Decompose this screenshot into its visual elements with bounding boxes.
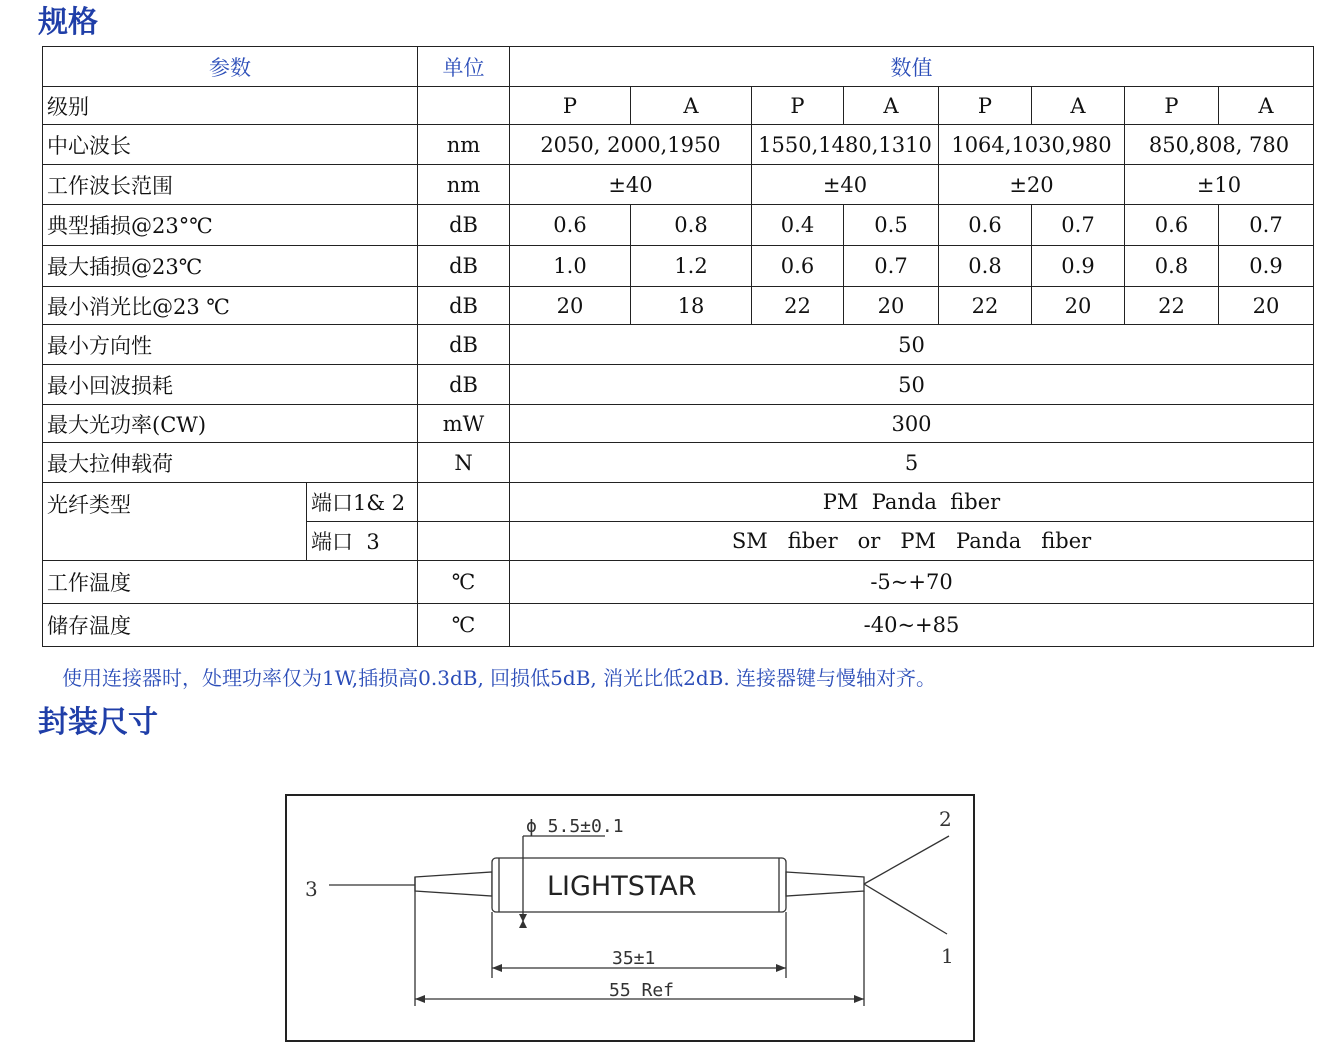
value-cell: -40~+85	[510, 604, 1314, 647]
value-cell: 0.6	[752, 246, 844, 287]
value-cell: 0.8	[631, 205, 752, 246]
value-cell: -5~+70	[510, 561, 1314, 604]
grade-cell: A	[844, 87, 939, 125]
value-cell: 18	[631, 287, 752, 325]
row-label: 最大插损@23℃	[43, 246, 418, 287]
grade-cell: P	[510, 87, 631, 125]
brand-label: LIGHTSTAR	[547, 871, 697, 902]
port2-label: 2	[939, 807, 952, 831]
value-cell: 20	[1219, 287, 1314, 325]
value-cell: 0.6	[1125, 205, 1219, 246]
unit-cell: dB	[418, 325, 510, 365]
unit-cell: mW	[418, 405, 510, 443]
grade-cell: P	[752, 87, 844, 125]
table-row-center-wavelength	[43, 125, 1314, 165]
table-row-min-directivity	[43, 325, 1314, 365]
unit-cell	[418, 483, 510, 522]
total-length-label: 55 Ref	[609, 980, 675, 1001]
port-label: 端口 3	[307, 522, 418, 561]
value-cell: 50	[510, 365, 1314, 405]
body-length-label: 35±1	[612, 948, 656, 969]
row-label: 级别	[43, 87, 418, 125]
grade-cell: A	[631, 87, 752, 125]
unit-cell: ℃	[418, 561, 510, 604]
grade-cell: P	[939, 87, 1032, 125]
value-cell: 1.0	[510, 246, 631, 287]
table-row-max-power	[43, 405, 1314, 443]
spec-section-title: 规格	[38, 5, 98, 40]
value-cell: 22	[752, 287, 844, 325]
header-value: 数值	[510, 47, 1314, 87]
port1-label: 1	[941, 944, 954, 968]
unit-cell: N	[418, 443, 510, 483]
value-cell: 1.2	[631, 246, 752, 287]
unit-cell: nm	[418, 125, 510, 165]
fiber-port1-line	[864, 884, 947, 934]
row-label: 储存温度	[43, 604, 418, 647]
value-cell: 0.8	[1125, 246, 1219, 287]
value-cell: 50	[510, 325, 1314, 365]
value-cell: 0.7	[1219, 205, 1314, 246]
value-cell: 1550,1480,1310	[752, 125, 939, 165]
value-cell: 20	[1032, 287, 1125, 325]
value-cell: PM Panda fiber	[510, 483, 1314, 522]
value-cell: 1064,1030,980	[939, 125, 1125, 165]
unit-cell: dB	[418, 205, 510, 246]
row-label: 中心波长	[43, 125, 418, 165]
unit-cell: dB	[418, 246, 510, 287]
value-cell: 0.9	[1219, 246, 1314, 287]
value-cell: 0.7	[844, 246, 939, 287]
dimension-diagram	[287, 796, 973, 1040]
value-cell: 0.6	[510, 205, 631, 246]
unit-cell	[418, 522, 510, 561]
port-label: 端口1& 2	[307, 483, 418, 522]
fiber-port2-line	[864, 836, 949, 884]
table-row-typical-il	[43, 205, 1314, 246]
package-drawing	[285, 794, 975, 1042]
table-row-grade	[43, 87, 1314, 125]
value-cell: 20	[844, 287, 939, 325]
row-label: 光纤类型	[43, 483, 307, 561]
value-cell: 22	[939, 287, 1032, 325]
value-cell: 300	[510, 405, 1314, 443]
spec-table	[42, 46, 1314, 647]
row-label: 最小回波损耗	[43, 365, 418, 405]
value-cell: 20	[510, 287, 631, 325]
row-label: 工作温度	[43, 561, 418, 604]
table-row-storage-temp	[43, 604, 1314, 647]
value-cell: 0.6	[939, 205, 1032, 246]
port3-label: 3	[305, 877, 318, 901]
diameter-label: ϕ 5.5±0.1	[526, 816, 624, 837]
value-cell: ±40	[752, 165, 939, 205]
value-cell: 0.7	[1032, 205, 1125, 246]
value-cell: 22	[1125, 287, 1219, 325]
row-label: 典型插损@23°℃	[43, 205, 418, 246]
value-cell: SM fiber or PM Panda fiber	[510, 522, 1314, 561]
grade-cell: A	[1032, 87, 1125, 125]
left-boot	[415, 872, 492, 896]
grade-cell: A	[1219, 87, 1314, 125]
value-cell: ±40	[510, 165, 752, 205]
table-row-max-il	[43, 246, 1314, 287]
connector-note: 使用连接器时，处理功率仅为1W,插损高0.3dB, 回损低5dB, 消光比低2dB. 连接器键与慢轴对齐。	[62, 666, 937, 690]
table-row-min-er	[43, 287, 1314, 325]
header-param: 参数	[43, 47, 418, 87]
value-cell: 0.4	[752, 205, 844, 246]
row-label: 最小方向性	[43, 325, 418, 365]
row-label: 最小消光比@23 ℃	[43, 287, 418, 325]
grade-cell: P	[1125, 87, 1219, 125]
value-cell: 0.8	[939, 246, 1032, 287]
value-cell: ±10	[1125, 165, 1314, 205]
table-header-row	[43, 47, 1314, 87]
unit-cell: dB	[418, 287, 510, 325]
table-row-max-load	[43, 443, 1314, 483]
unit-cell: dB	[418, 365, 510, 405]
table-row-min-return-loss	[43, 365, 1314, 405]
value-cell: 2050, 2000,1950	[510, 125, 752, 165]
row-label: 工作波长范围	[43, 165, 418, 205]
value-cell: 0.5	[844, 205, 939, 246]
table-row-fiber-port12	[43, 483, 1314, 522]
unit-cell: ℃	[418, 604, 510, 647]
unit-cell	[418, 87, 510, 125]
package-section-title: 封装尺寸	[38, 705, 158, 740]
value-cell: ±20	[939, 165, 1125, 205]
table-row-op-temp	[43, 561, 1314, 604]
row-label: 最大光功率(CW)	[43, 405, 418, 443]
right-boot	[786, 872, 864, 896]
row-label: 最大拉伸载荷	[43, 443, 418, 483]
value-cell: 850,808, 780	[1125, 125, 1314, 165]
table-row-work-range	[43, 165, 1314, 205]
unit-cell: nm	[418, 165, 510, 205]
header-unit: 单位	[418, 47, 510, 87]
value-cell: 0.9	[1032, 246, 1125, 287]
value-cell: 5	[510, 443, 1314, 483]
